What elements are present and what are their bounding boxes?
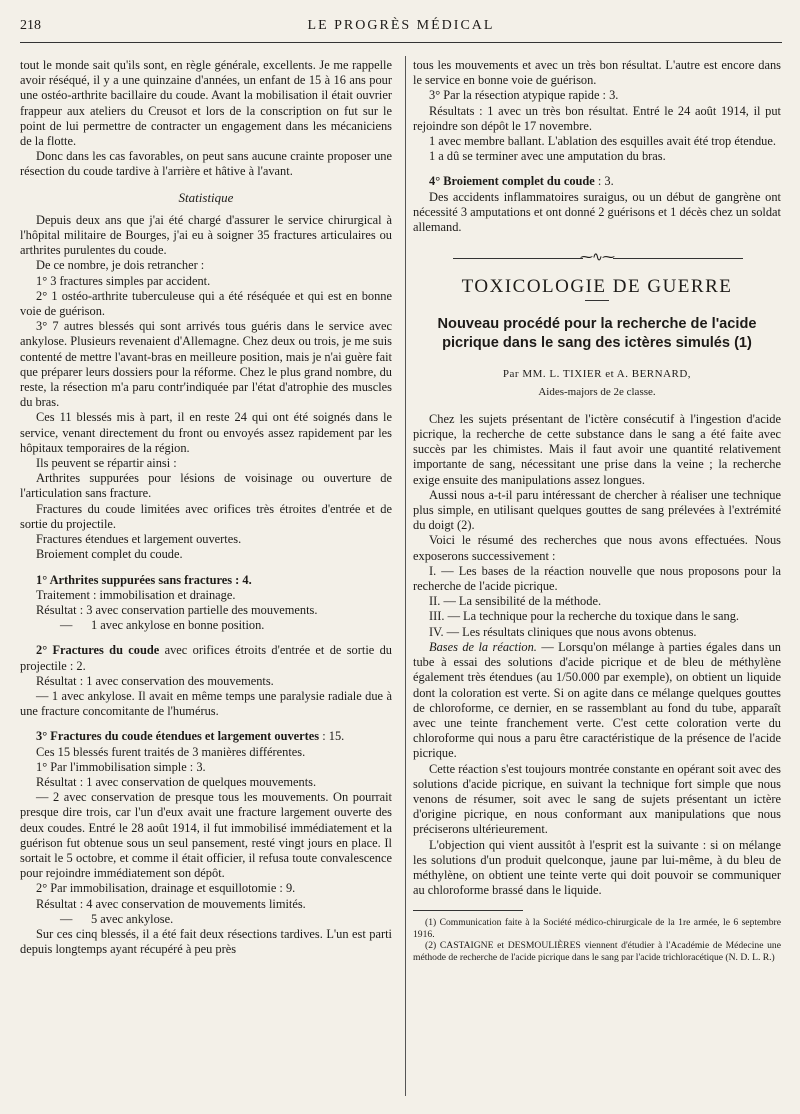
subsection-heading	[20, 729, 392, 744]
paragraph: Ces 15 blessés furent traités de 3 manières différentes.	[36, 744, 306, 759]
paragraph: Chez les sujets présentant de l'ictère consécutif à l'ingestion d'acide picrique, la recherche de cette substance dans le sang a été faite avec succès par les chimistes. Mais il faut avoir une quantité relativement importante de sang, nécessitant une prise dans la veine ; la recherche exige ensuite des manipulations assez longues.	[413, 411, 781, 487]
paragraph: Résultat : 1 avec conservation de quelques mouvements.	[36, 774, 317, 789]
run-in-heading: Bases de la réaction.	[429, 639, 537, 654]
right-column	[413, 58, 781, 963]
subsection-heading-text: 1° Arthrites suppurées sans fractures : 4.	[36, 572, 252, 587]
list-item: II. — La sensibilité de la méthode.	[429, 594, 602, 609]
paragraph: Ils peuvent se répartir ainsi :	[36, 456, 177, 471]
subsection-heading-rest: : 15.	[319, 729, 345, 744]
list-item: III. — La technique pour la recherche du toxique dans le sang.	[429, 609, 739, 624]
header-rule	[20, 42, 782, 43]
paragraph	[413, 640, 781, 762]
paragraph: Résultat : 4 avec conservation de mouvements limités.	[36, 896, 306, 911]
subsection-heading	[413, 174, 781, 189]
paragraph: Résultat : 3 avec conservation partielle des mouvements.	[36, 602, 318, 617]
paragraph: — 1 avec ankylose. Il avait en même temps une paralysie radiale due à une fracture concomitante de l'humérus.	[20, 688, 392, 719]
list-item: 2° 1 ostéo-arthrite tuberculeuse qui a été réséquée et qui est en bonne voie de guérison.	[20, 288, 392, 319]
list-item: I. — Les bases de la réaction nouvelle que nous proposons pour la recherche de l'acide picrique.	[413, 563, 781, 594]
ornament-flourish-icon: ⁓∿⁓	[580, 249, 614, 265]
author-affiliation: Aides-majors de 2e classe.	[538, 385, 656, 398]
paragraph: 1 avec membre ballant. L'ablation des esquilles avait été trop étendue.	[429, 134, 776, 149]
list-item: 1° 3 fractures simples par accident.	[36, 273, 211, 288]
ornament-line-right	[613, 258, 743, 259]
footnote-rule	[413, 910, 523, 911]
column-divider	[405, 56, 406, 1096]
paragraph: Voici le résumé des recherches que nous avons effectuées. Nous exposerons successivement :	[413, 533, 781, 563]
subsection-heading-text: 4° Broiement complet du coude	[429, 174, 595, 189]
paragraph: 1° Par l'immobilisation simple : 3.	[36, 759, 206, 774]
paragraph: Sur ces cinq blessés, il a été fait deux résections tardives. L'un est parti depuis longtemps ayant récupéré à peu près	[20, 926, 392, 957]
paragraph: L'objection qui vient aussitôt à l'esprit est la suivante : si on mélange les solutions d'un produit quelconque, jaune par lui-même, à du bleu de méthylène, on obtient une teinte verte qui doit pouvoir se communiquer au chloroforme brassé dans le liquide.	[413, 837, 781, 898]
section-rubric: TOXICOLOGIE DE GUERRE	[461, 276, 733, 298]
page-number: 218	[20, 18, 41, 33]
paragraph: tous les mouvements et avec un très bon résultat. L'autre est encore dans le service en bonne voie de guérison.	[413, 58, 781, 88]
list-item: IV. — Les résultats cliniques que nous avons obtenus.	[429, 624, 697, 639]
subsection-heading	[20, 573, 392, 588]
paragraph: Aussi nous a-t-il paru intéressant de chercher à réaliser une technique plus simple, en utilisant quelques gouttes de sang prélevées à l'extrémité du doigt (2).	[413, 487, 781, 533]
paragraph: Depuis deux ans que j'ai été chargé d'assurer le service chirurgical à l'hôpital militaire de Bourges, j'ai eu à soigner 35 fractures articulaires ou arthrites purulentes du coude.	[20, 212, 392, 258]
category-item: Arthrites suppurées pour lésions de voisinage ou ouverture de l'articulation sans fracture.	[20, 471, 392, 501]
category-item: Fractures étendues et largement ouvertes.	[36, 532, 242, 547]
paragraph: Cette réaction s'est toujours montrée constante en opérant soit avec des solutions d'acide picrique, en suivant la technique fort simple que nous venons de résumer, soit avec le sang de sujets présentant un ictère d'origine picrique, en nous conformant aux manipulations que nous préciserons ultérieurement.	[413, 761, 781, 837]
paragraph-text: — Lorsqu'on mélange à parties égales dans un tube à essai des solutions d'acide picrique et de bleu de méthylène également très étendues (au 1/50.000 par exemple), on obtient un liquide dont la coloration est verte. Si on agite dans ce mélange quelques gouttes de chloroforme, ce dernier, en se rassemblant au fond du tube, apparaît avec une teinte franchement verte. C'est cette coloration verte du chloroforme qui nous a paru être caractéristique de la présence de l'acide picrique.	[413, 639, 781, 761]
paragraph: Résultat : 1 avec conservation des mouvements.	[36, 673, 274, 688]
paragraph: Ces 11 blessés mis à part, il en reste 24 qui ont été soignés dans le service, venant directement du front ou envoyés assez rapidement par les hôpitaux temporaires de la région.	[20, 410, 392, 455]
subsection-heading-text: 2° Fractures du coude	[36, 643, 160, 658]
left-column	[20, 58, 392, 957]
footnote: (2) CASTAIGNE et DESMOULIÈRES viennent d'étudier à l'Académie de Médecine une méthode de recherche de l'acide picrique dans le sang par l'acide trichloracétique (N. D. L. R.)	[413, 940, 781, 963]
paragraph: 2° Par immobilisation, drainage et esquillotomie : 9.	[36, 881, 296, 896]
category-item: Fractures du coude limitées avec orifices très étroites d'entrée et de sortie du projectile.	[20, 501, 392, 531]
list-item: 3° 7 autres blessés qui sont arrivés tous guéris dans le service avec ankylose. Plusieurs revenaient d'Allemagne. Chez deux ou trois, je me suis contenté de mettre l'avant-bras en meilleure position, mais je n'ai guère fait que préparer leurs dossiers pour la réforme. Chez le plus grand nombre, du reste, la résection m'a paru contr'indiquée par l'état d'atrophie des muscles du bras.	[20, 319, 392, 410]
footnote: (1) Communication faite à la Société médico-chirurgicale de la 1re armée, le 6 septembre 1916.	[413, 917, 781, 940]
paragraph: Résultats : 1 avec un très bon résultat. Entré le 24 août 1914, il put rejoindre son dépôt le 17 novembre.	[413, 103, 781, 133]
paragraph: Des accidents inflammatoires suraigus, ou un début de gangrène ont nécessité 3 amputations et ont donné 2 guérisons et 1 décès chez un soldat allemand.	[413, 189, 781, 235]
article-authors: Par MM. L. TIXIER et A. BERNARD,	[502, 368, 692, 381]
section-heading-statistique: Statistique	[178, 189, 234, 205]
paragraph: Traitement : immobilisation et drainage.	[36, 587, 236, 602]
paragraph: — 2 avec conservation de presque tous les mouvements. On pourrait presque dire trois, car l'un d'eux avait une fracture largement ouverte des deux coudes. Entré le 28 août 1914, il fut immobilisé immédiatement et la guérison fut obtenue sous un seul pansement, resté vingt jours en place. Il sortait le 5 octobre, et comme il était officier, il refusa toute convalescence pour rejoindre immédiatement son dépôt.	[20, 790, 392, 881]
paragraph: tout le monde sait qu'ils sont, en règle générale, excellents. Je me rappelle avoir réséqué, il y a une quinzaine d'années, un enfant de 15 à 16 ans pour une ostéo-arthrite bacillaire du coude. Avant la mobilisation il était ouvrier frappeur aux ateliers du Creusot et lors de la conscription on fut sur le point de lui permettre de contracter un engagement dans les mécaniciens de la flotte.	[20, 58, 392, 149]
subsection-heading	[20, 643, 392, 673]
subsection-heading-rest: : 3.	[594, 174, 614, 189]
paragraph: Donc dans les cas favorables, on peut sans aucune crainte proposer une résection du coude tardive à l'arrière et hâtive à l'avant.	[20, 149, 392, 179]
section-ornament	[413, 247, 781, 269]
subsection-heading-text: 3° Fractures du coude étendues et largement ouvertes	[36, 729, 320, 744]
subsection-heading-rest: avec orifices étroits d'entrée et de sortie du projectile : 2.	[20, 643, 392, 673]
paragraph: — 1 avec ankylose en bonne position.	[60, 618, 265, 633]
paragraph: — 5 avec ankylose.	[60, 911, 174, 926]
paragraph: 1 a dû se terminer avec une amputation du bras.	[429, 149, 666, 164]
page-header	[20, 18, 782, 40]
journal-title: LE PROGRÈS MÉDICAL	[307, 18, 495, 33]
paragraph: De ce nombre, je dois retrancher :	[36, 258, 205, 273]
paragraph: 3° Par la résection atypique rapide : 3.	[429, 88, 619, 103]
category-item: Broiement complet du coude.	[36, 547, 183, 562]
article-title: Nouveau procédé pour la recherche de l'acide picrique dans le sang des ictères simulés (1)	[437, 316, 757, 352]
rubric-rule	[585, 300, 609, 301]
